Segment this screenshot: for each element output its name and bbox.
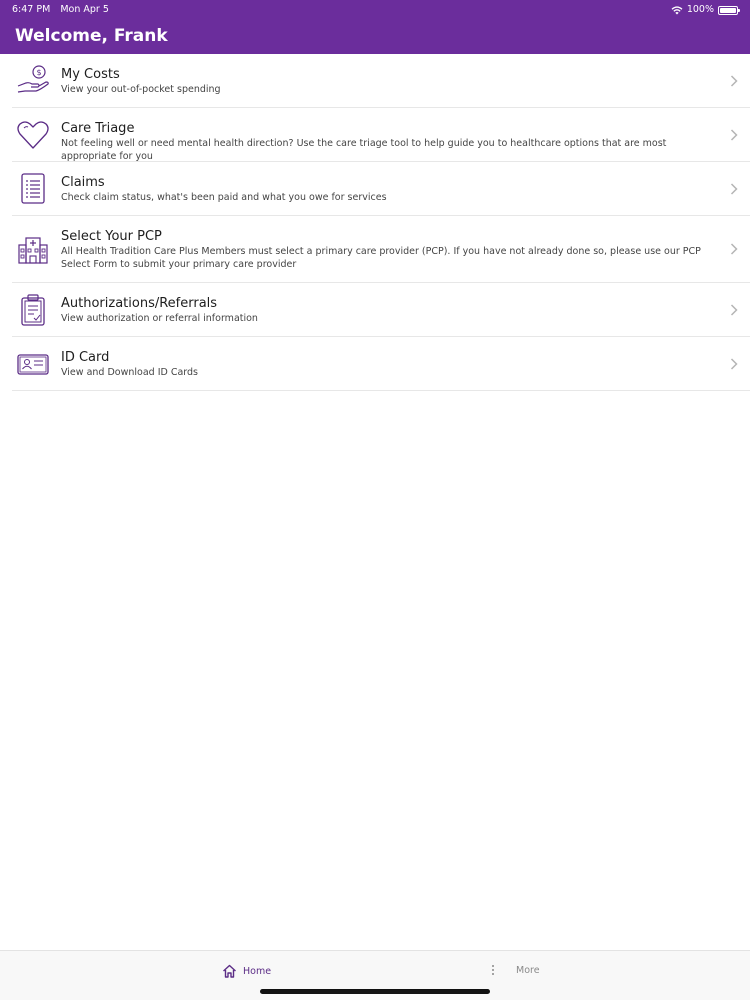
status-date: Mon Apr 5 bbox=[60, 4, 109, 15]
menu-item-authorizations-referrals[interactable] bbox=[12, 283, 750, 337]
chevron-right-icon bbox=[730, 243, 738, 255]
tab-home[interactable] bbox=[222, 964, 271, 978]
status-time: 6:47 PM bbox=[12, 4, 51, 15]
home-indicator bbox=[260, 989, 490, 994]
menu-item-title: ID Card bbox=[61, 350, 110, 365]
menu-item-care-triage[interactable] bbox=[12, 108, 750, 162]
battery-percent: 100% bbox=[686, 4, 714, 15]
tab-more[interactable] bbox=[490, 964, 540, 976]
menu-item-description: View and Download ID Cards bbox=[61, 367, 199, 378]
menu-item-title: My Costs bbox=[61, 67, 120, 82]
tab-home-label: Home bbox=[243, 965, 272, 977]
menu-item-title: Authorizations/Referrals bbox=[61, 296, 218, 311]
hand-dollar-icon bbox=[16, 64, 50, 98]
menu-item-id-card[interactable] bbox=[12, 337, 750, 391]
menu-item-description: Not feeling well or need mental health direction? Use the care triage tool to help guide you to healthcare options that are most appropriate for you bbox=[61, 138, 667, 162]
wifi-icon bbox=[671, 6, 683, 15]
more-vertical-icon bbox=[490, 964, 496, 976]
menu-item-claims[interactable] bbox=[12, 162, 750, 216]
menu-list bbox=[0, 54, 750, 391]
tab-more-label: More bbox=[516, 964, 540, 976]
page-title: Welcome, Frank bbox=[15, 26, 168, 46]
document-list-icon bbox=[16, 172, 50, 206]
menu-item-description: View your out-of-pocket spending bbox=[61, 84, 221, 95]
chevron-right-icon bbox=[730, 358, 738, 370]
menu-item-description: All Health Tradition Care Plus Members must select a primary care provider (PCP). If you have not already done so, please use our PCP Select Form to submit your primary care provider bbox=[61, 246, 701, 270]
heart-icon bbox=[16, 118, 50, 152]
chevron-right-icon bbox=[730, 304, 738, 316]
chevron-right-icon bbox=[730, 129, 738, 141]
hospital-icon bbox=[16, 232, 50, 266]
menu-item-description: View authorization or referral information bbox=[61, 313, 258, 324]
menu-item-my-costs[interactable] bbox=[12, 54, 750, 108]
menu-item-title: Claims bbox=[61, 175, 105, 190]
app-header bbox=[0, 0, 750, 54]
status-bar bbox=[12, 3, 738, 17]
chevron-right-icon bbox=[730, 75, 738, 87]
menu-item-title: Care Triage bbox=[61, 121, 135, 136]
id-card-icon bbox=[16, 347, 50, 381]
menu-item-select-pcp[interactable] bbox=[12, 216, 750, 283]
menu-item-title: Select Your PCP bbox=[61, 229, 162, 244]
svg-text:$: $ bbox=[36, 67, 42, 77]
menu-item-description: Check claim status, what's been paid and what you owe for services bbox=[61, 192, 387, 203]
home-icon bbox=[222, 964, 237, 978]
chevron-right-icon bbox=[730, 183, 738, 195]
clipboard-icon bbox=[16, 293, 50, 327]
battery-icon bbox=[718, 6, 738, 15]
